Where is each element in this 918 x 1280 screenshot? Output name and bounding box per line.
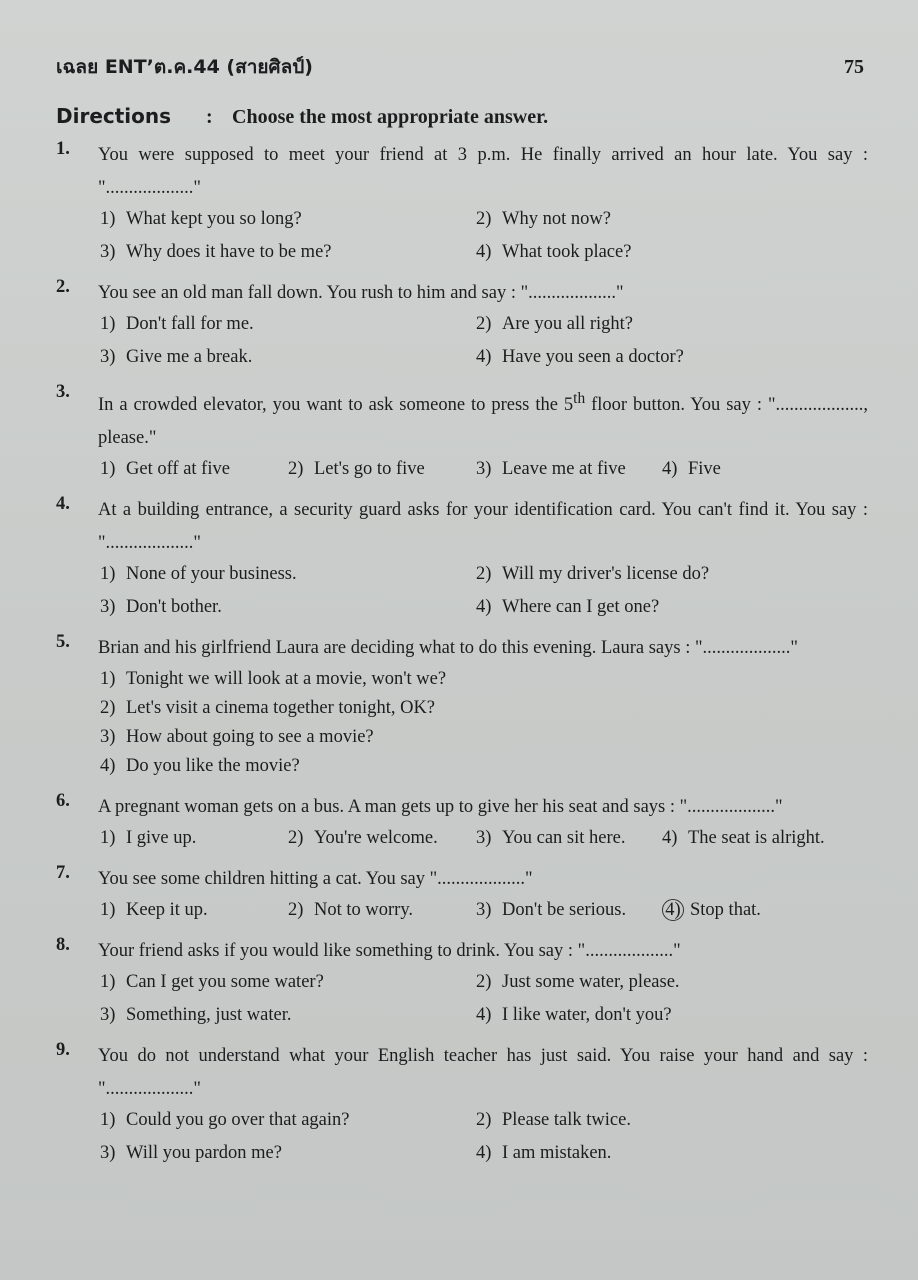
question-9 (56, 1040, 868, 1168)
option-1: 1) None of your business. (100, 564, 297, 585)
option-1: 1) Keep it up. (100, 900, 208, 921)
question-stem: In a crowded elevator, you want to ask someone to press the 5th floor button. You say : "..................., please." (98, 390, 868, 449)
option-2: 2) Will my driver's license do? (476, 564, 710, 585)
question-6 (56, 791, 868, 853)
directions (56, 104, 868, 129)
question-stem: Brian and his girlfriend Laura are deciding what to do this evening. Laura says : "..................." (98, 638, 798, 659)
option-2: 2) Let's visit a cinema together tonight, OK? (100, 698, 436, 719)
option-3: 3) Leave me at five (476, 459, 626, 480)
option-1: 1) I give up. (100, 828, 197, 849)
option-3: 3) How about going to see a movie? (100, 727, 374, 748)
option-3: 3) Something, just water. (100, 1005, 292, 1026)
question-stem: You see some children hitting a cat. You say "..................." (98, 869, 533, 890)
option-3: 3) You can sit here. (476, 828, 626, 849)
directions-label: Directions (56, 104, 172, 128)
question-number: 1. (56, 139, 70, 159)
option-4: 4) Five (662, 459, 721, 480)
question-stem: You were supposed to meet your friend at 3 p.m. He finally arrived an hour late. You say : "..................." (98, 145, 868, 198)
option-2: 2) Not to worry. (288, 900, 413, 921)
option-4: 4) The seat is alright. (662, 828, 825, 849)
option-2: 2) You're welcome. (288, 828, 438, 849)
question-number: 7. (56, 863, 70, 884)
question-5 (56, 632, 868, 781)
option-1: 1) Can I get you some water? (100, 972, 324, 993)
question-number: 6. (56, 791, 70, 812)
question-8 (56, 935, 868, 1030)
question-stem: You see an old man fall down. You rush to him and say : "..................." (98, 283, 624, 303)
question-stem: You do not understand what your English teacher has just said. You raise your hand and say : "..................." (98, 1046, 868, 1100)
option-1: 1) Tonight we will look at a movie, won't we? (100, 669, 447, 690)
question-stem: Your friend asks if you would like something to drink. You say : "..................." (98, 941, 681, 962)
option-3: 3) Don't bother. (100, 597, 222, 618)
option-4: 4) Do you like the movie? (100, 756, 300, 777)
page-header (56, 52, 868, 82)
question-7 (56, 863, 868, 925)
option-4: 4) What took place? (476, 242, 632, 262)
option-3: 3) Give me a break. (100, 347, 253, 367)
option-4: 4) Where can I get one? (476, 597, 660, 618)
option-1: 1) Could you go over that again? (100, 1110, 350, 1131)
option-4: 4) I like water, don't you? (476, 1005, 672, 1026)
question-stem: A pregnant woman gets on a bus. A man gets up to give her his seat and says : "..................." (98, 797, 783, 818)
question-number: 8. (56, 935, 70, 956)
option-4: 4) Have you seen a doctor? (476, 347, 684, 367)
question-number: 3. (56, 382, 70, 402)
directions-colon: : (206, 106, 213, 128)
option-2: 2) Let's go to five (288, 459, 425, 480)
option-2: 2) Are you all right? (476, 314, 633, 334)
option-2: 2) Please talk twice. (476, 1110, 631, 1131)
question-3 (56, 382, 868, 484)
directions-text: Choose the most appropriate answer. (232, 106, 549, 128)
option-2: 2) Just some water, please. (476, 972, 680, 993)
question-4 (56, 494, 868, 622)
question-number: 5. (56, 632, 70, 653)
option-3: 3) Don't be serious. (476, 900, 627, 921)
option-1: 1) What kept you so long? (100, 209, 302, 229)
option-1: 1) Don't fall for me. (100, 314, 254, 334)
question-stem: At a building entrance, a security guard asks for your identification card. You can't find it. You say : "..................." (98, 500, 868, 554)
question-2 (56, 277, 868, 372)
option-1: 1) Get off at five (100, 459, 230, 480)
superscript-th: th (573, 390, 586, 407)
page-number: 75 (844, 56, 864, 78)
question-number: 4. (56, 494, 70, 515)
option-4: 4) I am mistaken. (476, 1143, 612, 1164)
option-2: 2) Why not now? (476, 209, 611, 229)
question-number: 2. (56, 277, 70, 297)
option-3: 3) Why does it have to be me? (100, 242, 332, 262)
question-number: 9. (56, 1040, 70, 1061)
option-3: 3) Will you pardon me? (100, 1143, 282, 1164)
header-title: เฉลย ENT’ต.ค.44 (สายศิลป์) (56, 56, 313, 78)
answer-circle: 4) (662, 899, 684, 921)
option-4-circled-answer: 4) Stop that. (662, 896, 868, 925)
question-1 (56, 139, 868, 267)
